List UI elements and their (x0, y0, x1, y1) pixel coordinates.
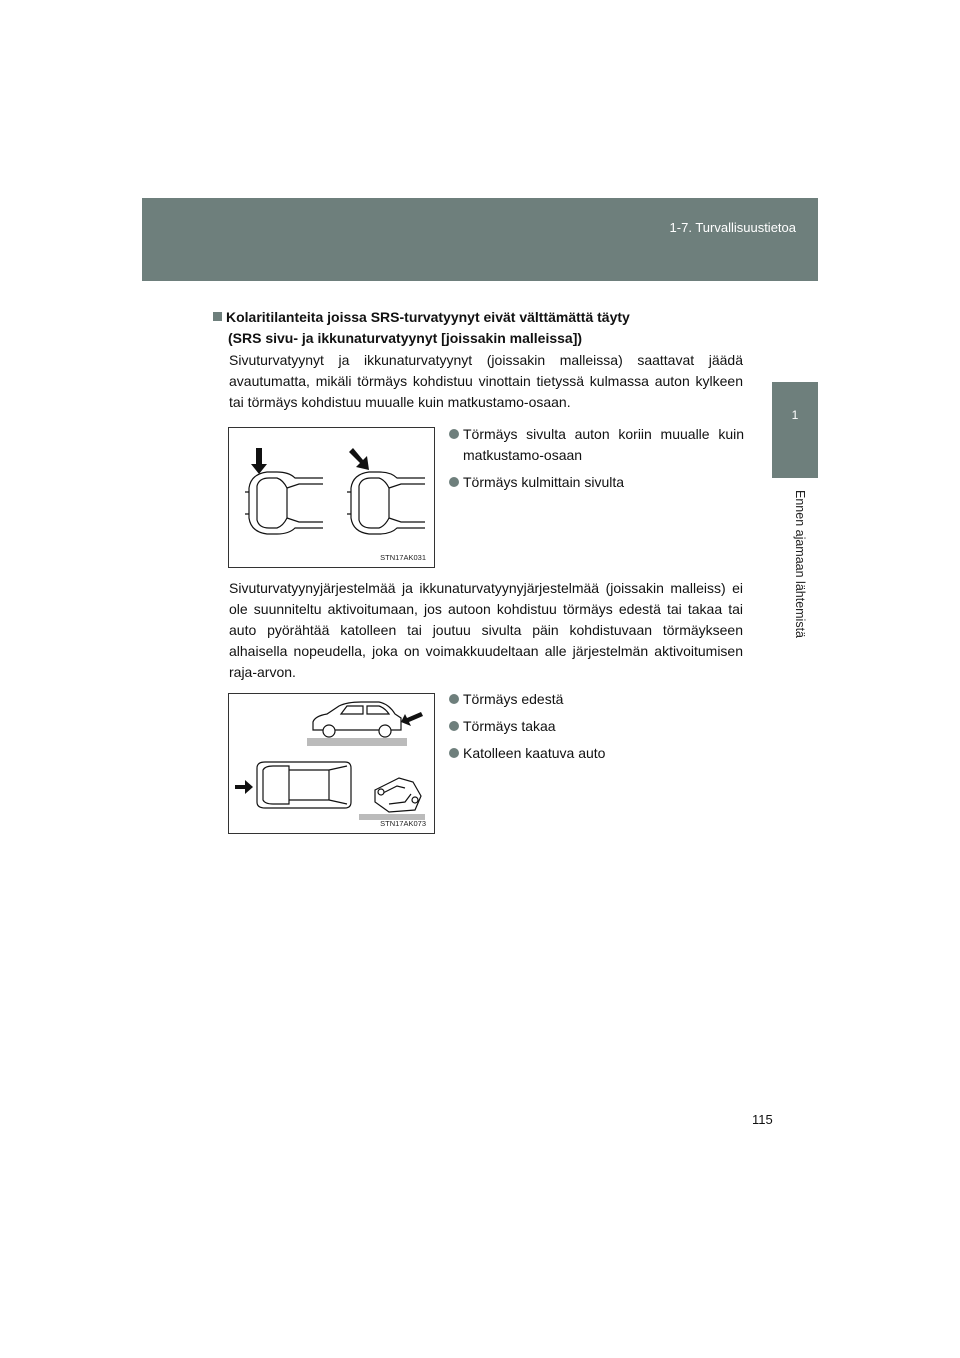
bullet-icon (449, 477, 459, 487)
bullet-list-2 (449, 689, 744, 770)
list-item: Törmäys sivulta auton koriin muualle kuin matkustamo-osaan (449, 424, 744, 466)
list-item: Katolleen kaatuva auto (449, 743, 744, 764)
bullet-icon (449, 748, 459, 758)
chapter-tab (772, 382, 818, 478)
list-item: Törmäys edestä (449, 689, 744, 710)
page-number: 115 (752, 1112, 773, 1127)
list-item: Törmäys takaa (449, 716, 744, 737)
figure-code: STN17AK073 (380, 819, 426, 828)
paragraph-1: Sivuturvatyynyt ja ikkunaturvatyynyt (joissakin malleissa) saattavat jäädä avautumatta, mikäli törmäys kohdistuu vinottain tietyssä kulmassa auton kylkeen tai törmäys kohdistuu muualle kuin matkustamo-osaan. (229, 352, 743, 410)
figure-front-rear-rollover (228, 693, 435, 834)
bullet-icon (449, 429, 459, 439)
heading-square-icon (213, 312, 222, 321)
chapter-title: Ennen ajamaan lähtemistä (793, 490, 807, 639)
header-band (142, 198, 818, 281)
paragraph-2: Sivuturvatyynyjärjestelmää ja ikkunaturvatyynyjärjestelmää (joissakin malleiss) ei ole suunniteltu aktivoitumaan, jos autoon kohdistuu törmäys edestä tai takaa tai auto pyörähtää katolleen tai joutuu sivulta päin kohdistuvaan törmäykseen alhaisella nopeudella, joka on voimakkuudeltaan alle järjestelmän aktivoitumisen raja-arvon. (229, 580, 743, 680)
bullet-list-1 (449, 424, 744, 499)
bullet-icon (449, 721, 459, 731)
figure-code: STN17AK031 (380, 553, 426, 562)
list-item: Törmäys kulmittain sivulta (449, 472, 744, 493)
chapter-number: 1 (791, 408, 799, 422)
section-heading (213, 307, 773, 349)
figure-side-collision (228, 427, 435, 568)
side-collision-illustration (229, 428, 434, 567)
heading-line-1: Kolaritilanteita joissa SRS-turvatyynyt eivät välttämättä täyty (226, 309, 630, 325)
section-title: 1-7. Turvallisuustietoa (669, 220, 796, 235)
bullet-icon (449, 694, 459, 704)
front-rear-rollover-illustration (229, 694, 434, 833)
heading-line-2: (SRS sivu- ja ikkunaturvatyynyt [joissakin malleissa]) (228, 330, 583, 346)
